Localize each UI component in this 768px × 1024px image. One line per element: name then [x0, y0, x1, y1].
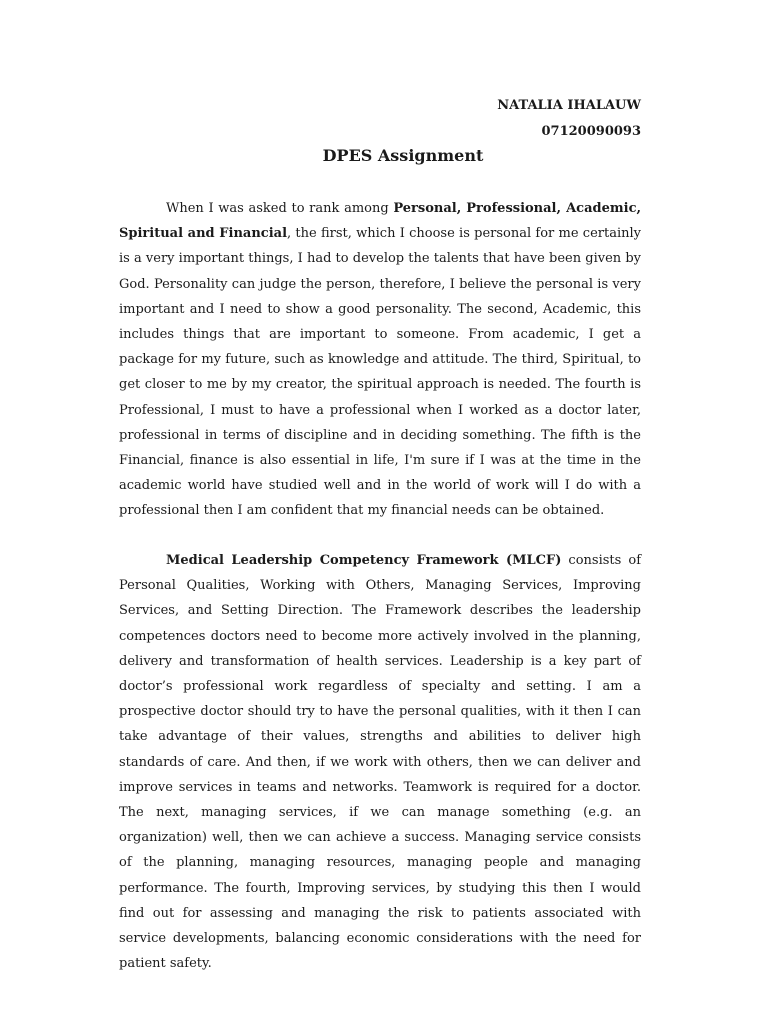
- paragraph-2-body: consists of Personal Qualities, Working with Others, Managing Services, Improving Services, and Setting Direction. The Framework describes the leadership competences doctors need to become more actively involved in the planning, delivery and transformation of health services. Leadership is a key part of doctor’s professional work regardless of specialty and setting. I am a prospective doctor should try to have the personal qualities, with it then I can take advantage of their values, strengths and abilities to deliver high standards of care. And then, if we work with others, then we can deliver and improve services in teams and networks. Teamwork is required for a doctor. The next, managing services, if we can manage something (e.g. an organization) well, then we can achieve a success. Managing service consists of the planning, managing resources, managing people and managing performance. The fourth, Improving services, by studying this then I would find out for assessing and managing the risk to patients associated with service developments, balancing economic considerations with the need for patient safety.: [119, 553, 642, 972]
- paragraph-1-bold-terms: Personal, Professional, Academic, Spiritual and Financial: [119, 201, 642, 242]
- author-block: [497, 93, 641, 145]
- author-name: NATALIA IHALAUW: [497, 98, 641, 113]
- paragraph-1-intro: When I was asked to rank among: [166, 201, 394, 216]
- paragraph-2-bold-term: Medical Leadership Competency Framework (MLCF): [166, 553, 562, 568]
- paragraph-1: [119, 196, 641, 524]
- paragraph-2: [119, 548, 641, 976]
- document-title: DPES Assignment: [322, 146, 484, 165]
- student-id: 07120090093: [541, 124, 641, 139]
- paragraph-1-body: , the first, which I choose is personal for me certainly is a very important things, I had to develop the talents that have been given by God. Personality can judge the person, therefore, I believe the personal is very important and I need to show a good personality. The second, Academic, this includes things that are important to someone. From academic, I get a package for my future, such as knowledge and attitude. The third, Spiritual, to get closer to me by my creator, the spiritual approach is needed. The fourth is Professional, I must to have a professional when I worked as a doctor later, professional in terms of discipline and in deciding something. The fifth is the Financial, finance is also essential in life, I'm sure if I was at the time in the academic world have studied well and in the world of work will I do with a professional then I am confident that my financial needs can be obtained.: [119, 226, 641, 519]
